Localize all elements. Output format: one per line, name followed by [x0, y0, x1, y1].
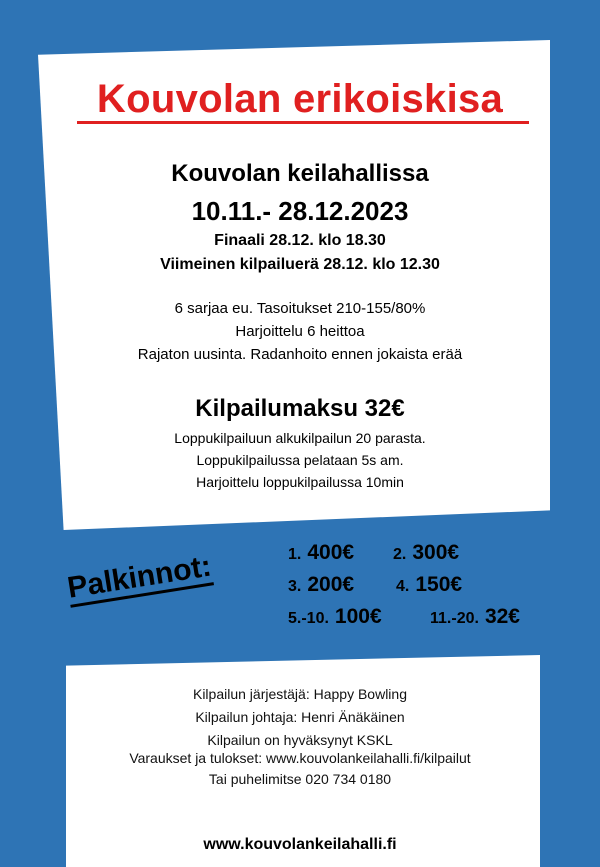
- info-line: Harjoittelu 6 heittoa: [235, 323, 365, 340]
- prize-amount: 32€: [484, 605, 520, 628]
- prize-rank: 3.: [288, 578, 302, 595]
- prize-amount: 100€: [334, 605, 382, 628]
- info-line: 6 sarjaa eu. Tasoitukset 210-155/80%: [174, 300, 426, 317]
- prize-rank: 5.-10.: [288, 610, 329, 627]
- prize-amount: 300€: [412, 541, 460, 564]
- poster-title: Kouvolan erikoiskisa: [96, 77, 504, 121]
- prize-item: [288, 605, 382, 629]
- prize-amount: 400€: [307, 541, 355, 564]
- final-time: Finaali 28.12. klo 18.30: [214, 232, 386, 249]
- approval-line: Kilpailun on hyväksynyt KSKL: [207, 732, 393, 748]
- note-line: Loppukilpailussa pelataan 5s am.: [196, 452, 404, 468]
- phone-line: Tai puhelimitse 020 734 0180: [208, 771, 392, 787]
- prizes-label: Palkinnot:: [65, 551, 214, 608]
- venue: Kouvolan keilahallissa: [171, 160, 429, 187]
- title-underline: [77, 121, 529, 124]
- note-line: Loppukilpailuun alkukilpailun 20 parasta.: [174, 430, 426, 446]
- info-line: Rajaton uusinta. Radanhoito ennen jokaista erää: [137, 346, 463, 363]
- organizer-line: Kilpailun järjestäjä: Happy Bowling: [192, 686, 407, 702]
- dates: 10.11.- 28.12.2023: [191, 196, 409, 226]
- prize-item: [393, 541, 459, 565]
- prize-rank: 1.: [288, 546, 302, 563]
- prize-item: [430, 605, 520, 629]
- prize-item: [396, 573, 462, 597]
- prize-amount: 200€: [307, 573, 355, 596]
- prize-item: [288, 573, 354, 597]
- director-line: Kilpailun johtaja: Henri Änäkäinen: [195, 709, 405, 725]
- last-round-time: Viimeinen kilpailuerä 28.12. klo 12.30: [160, 256, 440, 273]
- note-line: Harjoittelu loppukilpailussa 10min: [196, 474, 404, 490]
- prize-amount: 150€: [415, 573, 463, 596]
- website-link[interactable]: www.kouvolankeilahalli.fi: [203, 836, 397, 853]
- entry-fee: Kilpailumaksu 32€: [195, 395, 405, 422]
- prize-item: [288, 541, 354, 565]
- bookings-link[interactable]: Varaukset ja tulokset: www.kouvolankeilahalli.fi/kilpailut: [129, 750, 471, 766]
- prize-rank: 2.: [393, 546, 407, 563]
- prize-rank: 11.-20.: [430, 610, 479, 627]
- prize-rank: 4.: [396, 578, 410, 595]
